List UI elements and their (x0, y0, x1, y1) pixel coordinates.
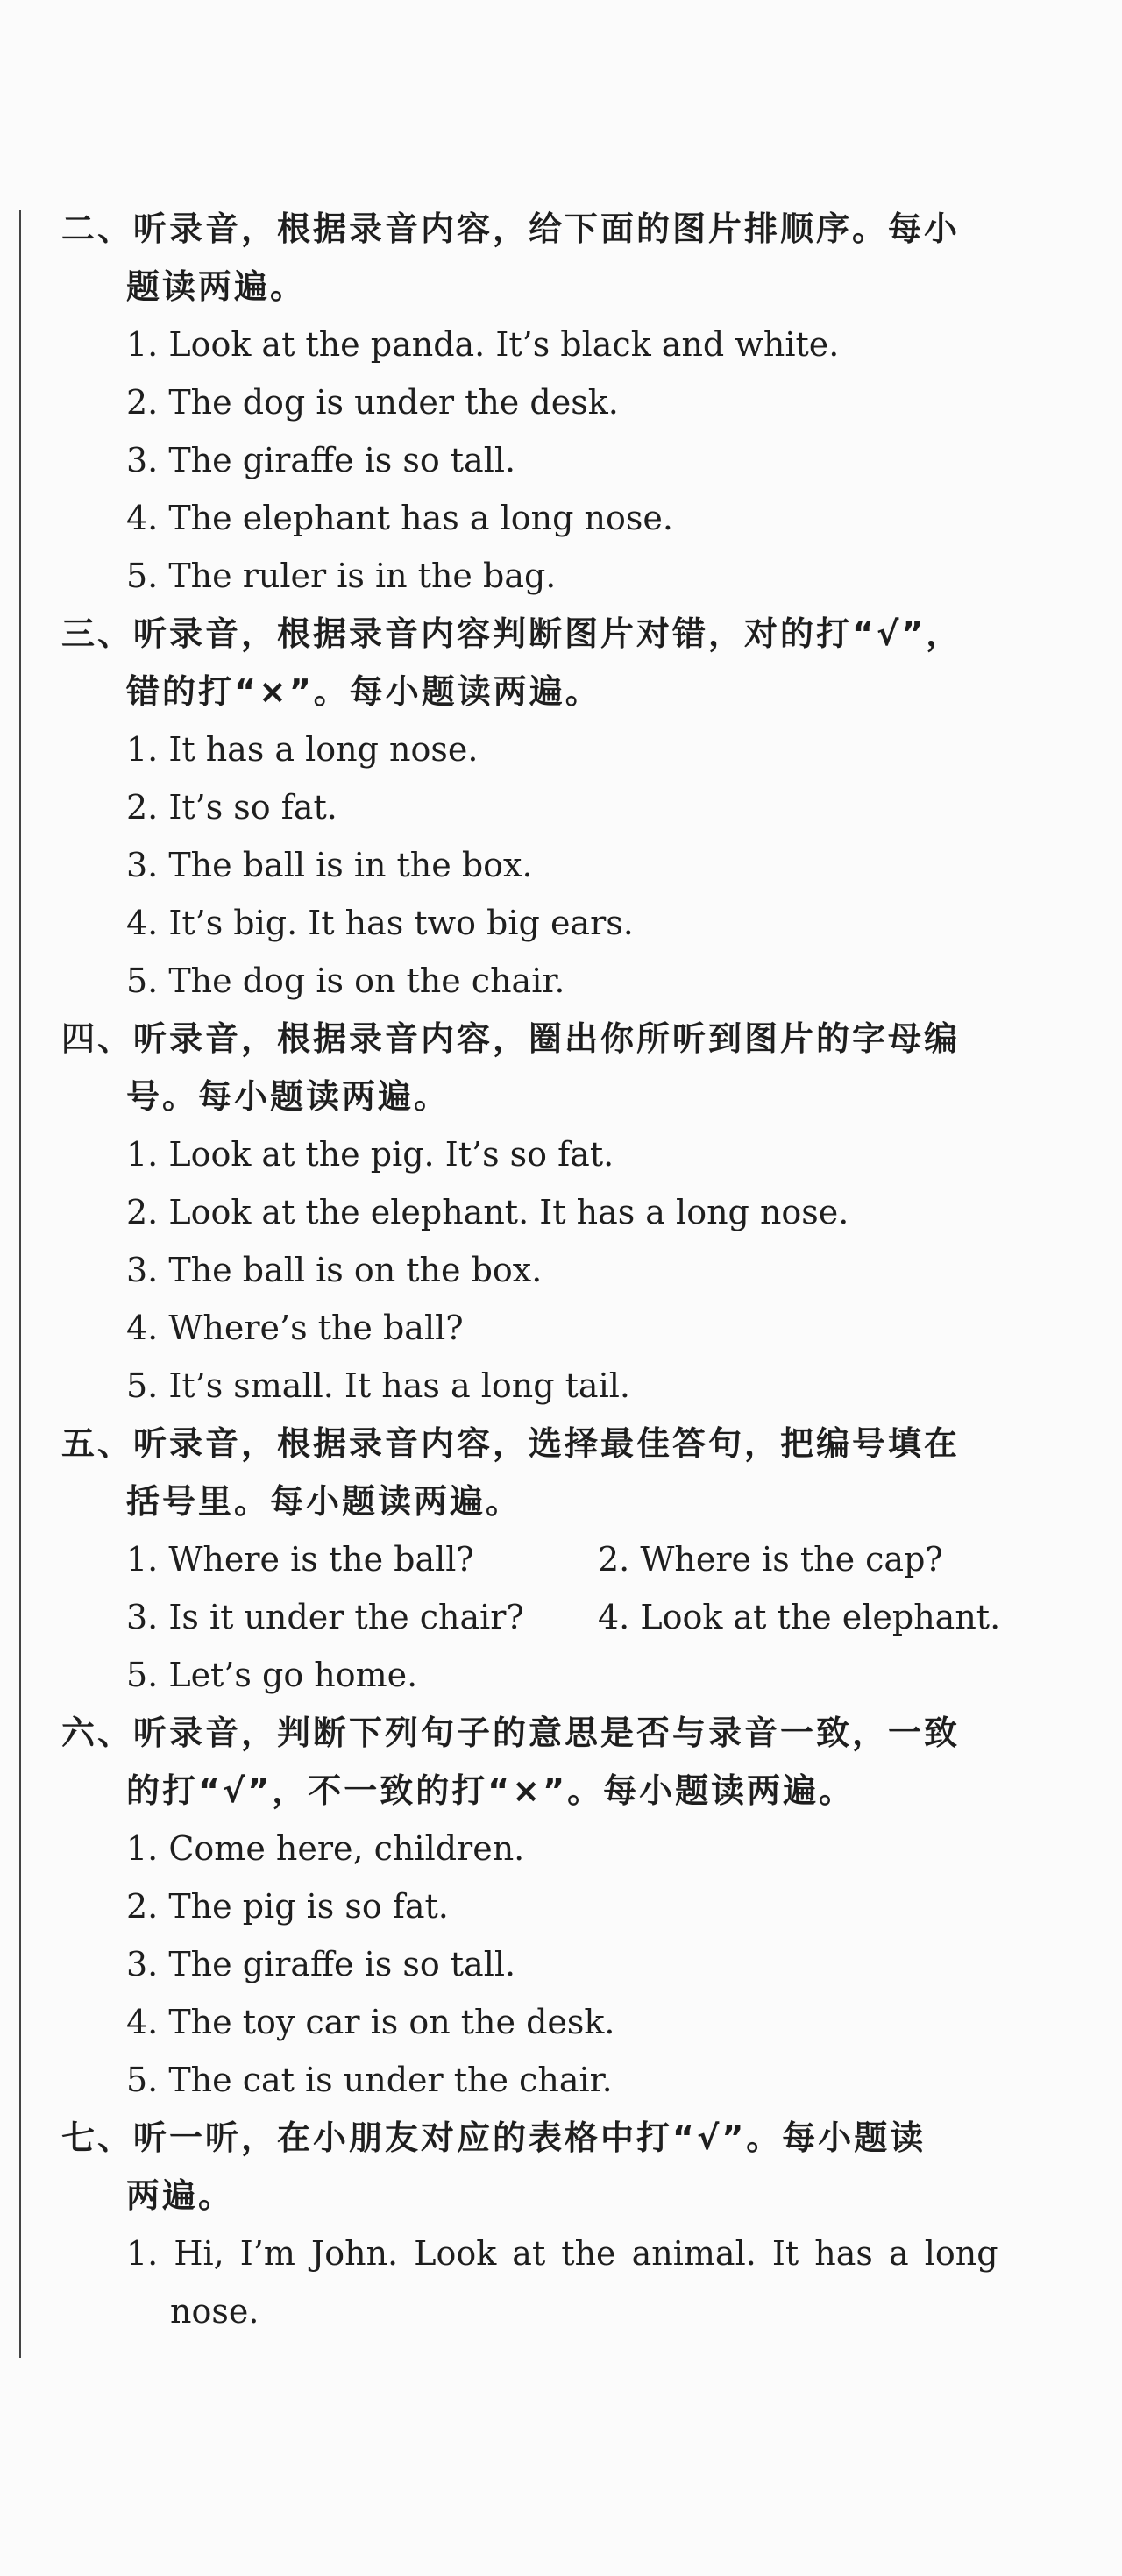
list-item: 4. It’s big. It has two big ears. (126, 904, 634, 942)
list-item: 5. It’s small. It has a long tail. (126, 1366, 630, 1405)
heading-line-2: 号。每小题读两遍。 (126, 1077, 451, 1116)
section-2 (61, 200, 1069, 605)
heading-line-1: 二、听录音，根据录音内容，给下面的图片排顺序。每小 (61, 209, 961, 248)
heading-line-2: 错的打“×”。每小题读两遍。 (126, 672, 601, 711)
heading-line-2: 的打“√”，不一致的打“×”。每小题读两遍。 (126, 1771, 856, 1810)
list-item: 1. Where is the ball? (126, 1540, 474, 1579)
list-item: 5. The cat is under the chair. (126, 2061, 613, 2099)
section-7 (61, 2109, 1069, 2340)
list-item: 1. Look at the panda. It’s black and white. (126, 325, 840, 364)
list-item: 5. Let’s go home. (126, 1656, 418, 1694)
list-item: 1. It has a long nose. (126, 730, 479, 769)
list-item: 1. Come here, children. (126, 1829, 525, 1868)
heading-line-1: 四、听录音，根据录音内容，圈出你所听到图片的字母编 (61, 1019, 961, 1058)
section-heading (61, 1415, 1069, 1530)
section-3 (61, 605, 1069, 1010)
list-item: 4. The toy car is on the desk. (126, 2003, 615, 2041)
section-heading (61, 1704, 1069, 1820)
heading-line-1: 五、听录音，根据录音内容，选择最佳答句，把编号填在 (61, 1424, 961, 1463)
heading-line-1: 三、听录音，根据录音内容判断图片对错，对的打“√”， (61, 614, 962, 653)
section-heading (61, 200, 1069, 316)
section-heading (61, 2109, 1069, 2225)
item-line-2: nose. (170, 2292, 259, 2331)
list-item: 2. It’s so fat. (126, 788, 337, 827)
heading-line-2: 两遍。 (126, 2176, 235, 2215)
list-item: 2. The dog is under the desk. (126, 383, 619, 422)
item-line-1: 1. Hi, I’m John. Look at the animal. It has a long (126, 2234, 998, 2273)
list-item: 3. The ball is in the box. (126, 846, 533, 884)
list-item: 4. Where’s the ball? (126, 1309, 464, 1347)
section-4 (61, 1010, 1069, 1415)
heading-line-1: 六、听录音，判断下列句子的意思是否与录音一致，一致 (61, 1714, 961, 1752)
list-item: 2. The pig is so fat. (126, 1887, 449, 1926)
listening-script-page (61, 200, 1069, 2340)
list-item: 2. Look at the elephant. It has a long nose. (126, 1193, 849, 1231)
heading-line-1: 七、听一听，在小朋友对应的表格中打“√”。每小题读 (61, 2118, 927, 2157)
list-item: 4. The elephant has a long nose. (126, 499, 673, 537)
list-item: 5. The ruler is in the bag. (126, 557, 557, 595)
heading-line-2: 括号里。每小题读两遍。 (126, 1482, 522, 1521)
list-item (61, 2225, 1069, 2340)
list-item: 4. Look at the elephant. (598, 1598, 1001, 1636)
heading-line-2: 题读两遍。 (126, 267, 307, 306)
section-6 (61, 1704, 1069, 2109)
list-item: 2. Where is the cap? (598, 1540, 943, 1579)
list-item: 3. Is it under the chair? (126, 1598, 524, 1636)
section-heading (61, 1010, 1069, 1125)
list-item: 3. The giraffe is so tall. (126, 441, 516, 479)
section-heading (61, 605, 1069, 720)
item-row (61, 1530, 1069, 1588)
item-row (61, 1588, 1069, 1646)
list-item: 1. Look at the pig. It’s so fat. (126, 1135, 614, 1174)
list-item: 5. The dog is on the chair. (126, 962, 565, 1000)
list-item: 3. The ball is on the box. (126, 1251, 543, 1289)
list-item: 3. The giraffe is so tall. (126, 1945, 516, 1983)
section-5 (61, 1415, 1069, 1704)
margin-rule (19, 210, 21, 2358)
